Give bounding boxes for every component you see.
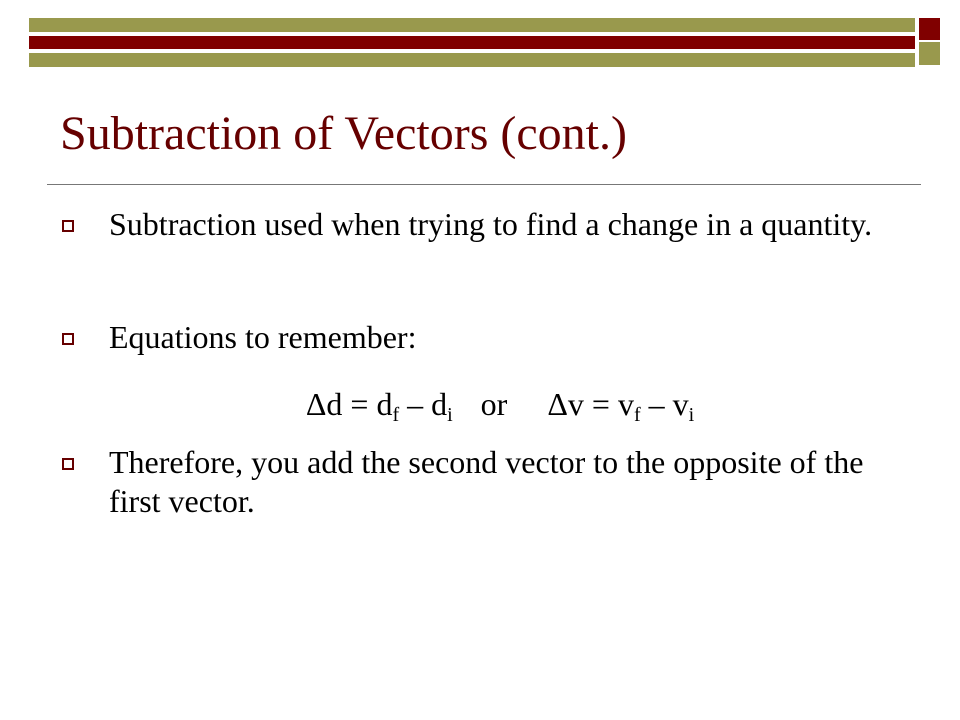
bullet-item [62,443,922,521]
equation-part: Δd = d [305,386,393,422]
square-bullet-icon [62,333,74,345]
equation-part: – d [399,386,448,422]
bullet-text: Subtraction used when trying to find a change in a quantity. [109,206,873,242]
square-bullet-icon [62,220,74,232]
equation-part: Δv = v [547,386,634,422]
equation-subscript: f [392,404,400,426]
bullet-text: Equations to remember: [109,319,417,355]
equation-velocity [547,386,695,426]
bullet-text: Therefore, you add the second vector to the opposite of the first vector. [109,444,864,519]
equation-subscript: i [688,404,695,426]
slide-title: Subtraction of Vectors (cont.) [60,107,627,160]
bullet-item [62,318,922,357]
bullet-item [62,205,922,244]
equation-line [0,384,960,424]
equation-connector: or [480,386,508,422]
equation-part: – v [640,386,689,422]
equation-subscript: f [633,404,641,426]
equation-subscript: i [447,404,453,426]
square-bullet-icon [62,458,74,470]
equation-displacement [305,386,453,426]
